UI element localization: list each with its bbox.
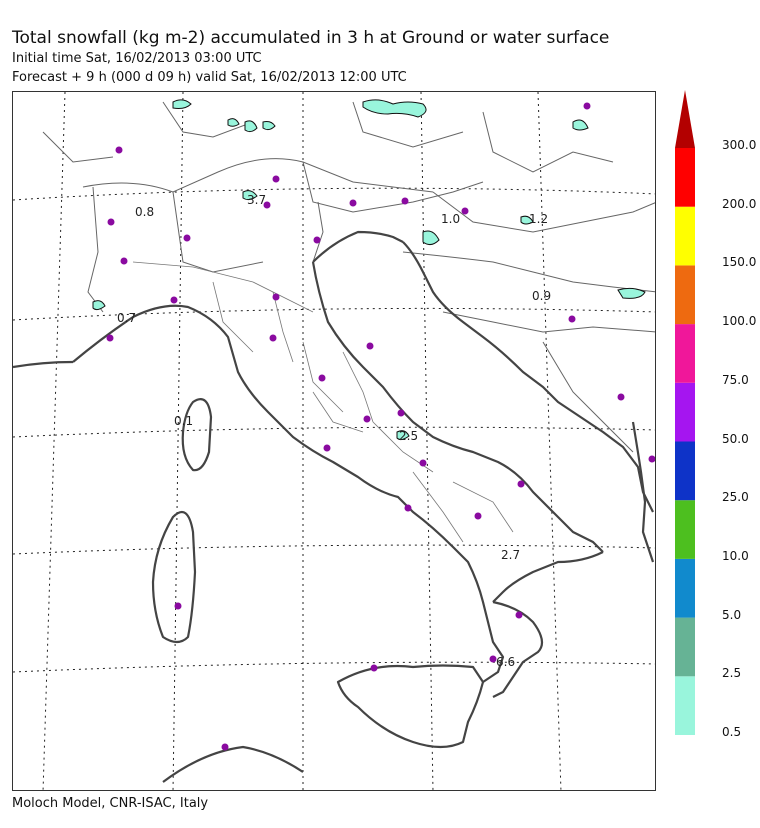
value-label: 0.9 — [532, 289, 552, 303]
station-dot — [405, 505, 412, 512]
initial-time: Initial time Sat, 16/02/2013 03:00 UTC — [12, 51, 262, 66]
legend-label: 0.5 — [722, 725, 742, 739]
station-dot — [273, 176, 280, 183]
legend-label: 50.0 — [722, 431, 749, 446]
graticule-line — [13, 662, 656, 672]
snow-patch — [573, 120, 588, 130]
station-dot — [324, 445, 331, 452]
legend-label: 100.0 — [722, 314, 757, 329]
value-label: 1.2 — [529, 212, 549, 226]
snow-patch — [363, 100, 426, 117]
station-dot — [116, 147, 123, 154]
station-dot — [584, 103, 591, 110]
snow-patch — [173, 100, 191, 109]
snow-patch — [263, 122, 275, 130]
legend-label: 150.0 — [722, 255, 757, 270]
value-label: 6.6 — [496, 655, 516, 669]
legend-band — [675, 207, 695, 266]
graticule-line — [13, 188, 656, 200]
legend-label: 75.0 — [722, 372, 749, 387]
station-dot — [270, 335, 277, 342]
legend-band — [675, 383, 695, 442]
legend-band — [675, 265, 695, 324]
legend-label: 200.0 — [722, 196, 757, 211]
station-dot — [171, 297, 178, 304]
value-label: 1.0 — [441, 212, 461, 226]
station-dot — [350, 200, 357, 207]
region-line — [453, 482, 513, 532]
legend-band — [675, 618, 695, 677]
national-borders — [43, 102, 656, 452]
model-credit: Moloch Model, CNR-ISAC, Italy — [12, 796, 209, 811]
snow-patch — [228, 119, 239, 127]
graticule-line — [13, 545, 656, 554]
legend-label: 25.0 — [722, 490, 749, 505]
station-dot — [107, 335, 114, 342]
border-line — [43, 132, 113, 162]
region-line — [273, 292, 293, 362]
legend-band — [675, 559, 695, 618]
value-label: 2.5 — [399, 429, 419, 443]
coastline-africa — [163, 747, 303, 782]
graticule-line — [173, 92, 183, 791]
value-label: 0.8 — [135, 205, 155, 219]
graticule — [13, 92, 656, 791]
legend-band — [675, 148, 695, 207]
station-dot — [516, 612, 523, 619]
legend-label: 10.0 — [722, 548, 749, 563]
coastlines — [13, 232, 653, 782]
snow-patch — [245, 121, 257, 132]
value-label: 0.7 — [117, 311, 137, 325]
station-dot — [314, 237, 321, 244]
coastline-balkans — [403, 242, 653, 512]
snow-patch — [423, 231, 439, 245]
map-title: Total snowfall (kg m-2) accumulated in 3 h at Ground or water surface — [12, 28, 610, 48]
coastline-italy-east — [313, 262, 603, 552]
coastline-sicily — [338, 666, 483, 748]
station-dot — [175, 603, 182, 610]
legend-band — [675, 324, 695, 383]
legend-band — [675, 676, 695, 735]
legend-label: 5.0 — [722, 607, 742, 622]
value-label: 2.7 — [501, 548, 521, 562]
station-dot — [402, 198, 409, 205]
coastline-north-adriatic — [313, 232, 403, 262]
legend-label: 300.0 — [722, 138, 757, 152]
coastline-italy-west — [73, 306, 503, 682]
station-dot — [371, 665, 378, 672]
snow-patch — [618, 288, 645, 298]
station-dot — [569, 316, 576, 323]
border-line — [83, 159, 433, 192]
border-line — [483, 112, 613, 172]
legend-svg — [675, 90, 695, 735]
map-panel[interactable] — [12, 91, 656, 791]
station-dot — [121, 258, 128, 265]
station-dot — [420, 460, 427, 467]
station-dot — [108, 219, 115, 226]
station-dot — [364, 416, 371, 423]
border-line — [443, 312, 656, 332]
station-dot — [462, 208, 469, 215]
station-dot — [618, 394, 625, 401]
coastline-albania — [633, 422, 653, 562]
region-line — [313, 392, 363, 432]
station-dot — [273, 294, 280, 301]
coastline-sardinia — [153, 512, 195, 642]
border-line — [403, 252, 656, 292]
graticule-line — [538, 92, 561, 791]
value-label: 3.7 — [247, 193, 267, 207]
legend-label: 2.5 — [722, 666, 742, 681]
station-dot — [649, 456, 656, 463]
snow-areas — [93, 100, 645, 440]
station-dot — [184, 235, 191, 242]
region-line — [213, 282, 253, 352]
value-label: 0.1 — [174, 414, 194, 428]
forecast-valid-time: Forecast + 9 h (000 d 09 h) valid Sat, 16/02/2013 12:00 UTC — [12, 70, 407, 85]
graticule-line — [13, 427, 656, 437]
coastline-liguria — [13, 362, 73, 367]
graticule-line — [13, 308, 656, 320]
coastline-corsica — [183, 399, 211, 470]
station-dot — [518, 481, 525, 488]
border-line — [88, 187, 103, 312]
legend-band — [675, 442, 695, 501]
legend-band — [675, 500, 695, 559]
station-dot — [319, 375, 326, 382]
graticule-line — [421, 92, 433, 791]
color-legend — [675, 90, 695, 735]
station-dot — [222, 744, 229, 751]
snow-patch — [93, 301, 105, 310]
legend-top-arrow — [675, 90, 695, 148]
station-dot — [475, 513, 482, 520]
station-dot — [367, 343, 374, 350]
station-dot — [398, 410, 405, 417]
map-svg — [13, 92, 656, 791]
